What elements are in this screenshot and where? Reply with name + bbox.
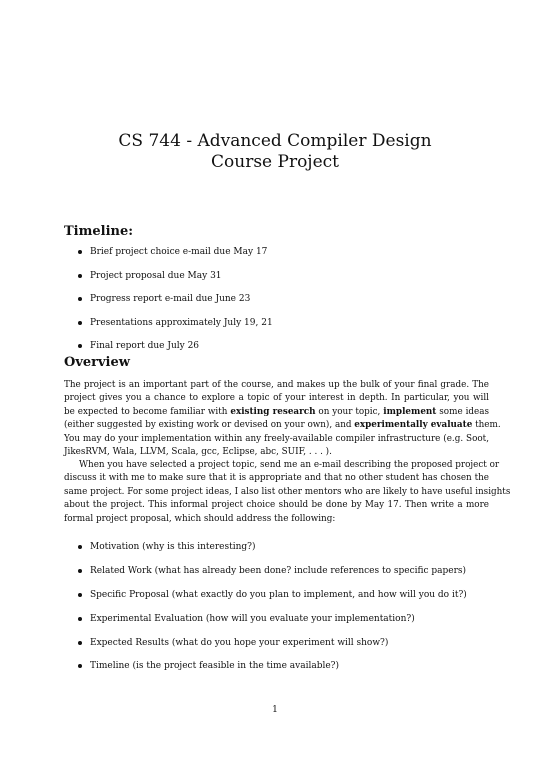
bullet-icon [78, 641, 82, 645]
list-item [64, 317, 273, 329]
timeline-list [64, 246, 273, 364]
paragraph-line: You may do your implementation within any freely-available compiler infrastructure (e.g. Soot, [64, 433, 489, 444]
list-item [64, 270, 273, 282]
bullet-icon [78, 321, 82, 325]
title-block [0, 131, 550, 173]
paragraph-line [64, 406, 489, 419]
page-number: 1 [272, 705, 278, 715]
list-item [64, 340, 273, 352]
bullet-icon [78, 569, 82, 573]
document-title: CS 744 - Advanced Compiler Design [118, 131, 432, 151]
text-run: on your topic, [315, 406, 384, 417]
list-item [64, 565, 467, 577]
paragraph-line: The project is an important part of the course, and makes up the bulk of your final grade. The [64, 380, 489, 390]
list-item [64, 246, 273, 258]
list-item [64, 637, 467, 649]
bullet-icon [78, 297, 82, 301]
bullet-icon [78, 250, 82, 254]
emphasis-text: existing research [230, 406, 316, 417]
paragraph-line [64, 419, 501, 432]
document-subtitle: Course Project [211, 152, 339, 172]
paragraph-line: JikesRVM, Wala, LLVM, Scala, gcc, Eclipse, abc, SUIF, . . . ). [64, 447, 332, 458]
paragraph-line: When you have selected a project topic, send me an e-mail describing the proposed project or [79, 460, 500, 470]
text-run: them. [472, 420, 501, 431]
list-item-text: Project proposal due May 31 [90, 270, 222, 281]
list-item-text: Expected Results (what do you hope your experiment will show?) [90, 637, 389, 648]
emphasis-text: implement [383, 406, 437, 417]
paragraph-line: formal project proposal, which should address the following: [64, 513, 336, 524]
list-item-text: Progress report e-mail due June 23 [90, 294, 251, 304]
list-item [64, 293, 273, 305]
list-item [64, 541, 467, 553]
list-item [64, 613, 467, 625]
list-item [64, 589, 467, 601]
paragraph-line: same project. For some project ideas, I also list other mentors who are likely to have useful insights [64, 486, 511, 497]
text-run: (either suggested by existing work or devised on your own), and [64, 420, 355, 431]
list-item [64, 660, 467, 672]
list-item-text: Final report due July 26 [90, 341, 200, 351]
paragraph-line: discuss it with me to make sure that it is appropriate and that no other student has chosen the [64, 473, 489, 484]
list-item-text: Motivation (why is this interesting?) [90, 542, 256, 552]
bullet-icon [78, 344, 82, 348]
list-item-text: Specific Proposal (what exactly do you plan to implement, and how will you do it?) [90, 589, 467, 600]
list-item-text: Presentations approximately July 19, 21 [90, 317, 273, 328]
emphasis-text: experimentally evaluate [354, 420, 473, 431]
overview-paragraph-1 [64, 379, 501, 459]
list-item-text: Brief project choice e-mail due May 17 [90, 247, 268, 257]
bullet-icon [78, 593, 82, 597]
text-run: be expected to become familiar with [64, 406, 231, 417]
list-item-text: Experimental Evaluation (how will you evaluate your implementation?) [90, 613, 415, 624]
bullet-icon [78, 664, 82, 668]
list-item-text: Timeline (is the project feasible in the time available?) [90, 661, 340, 672]
list-item-text: Related Work (what has already been done? include references to specific papers) [90, 565, 467, 576]
bullet-icon [78, 617, 82, 621]
paragraph-line: about the project. This informal project choice should be done by May 17. Then write a more [64, 500, 489, 511]
timeline-heading: Timeline: [64, 224, 134, 239]
overview-paragraph-2 [64, 459, 511, 526]
bullet-icon [78, 545, 82, 549]
paragraph-line: project gives you a chance to explore a topic of your interest in depth. In particular, you will [64, 393, 489, 404]
text-run: some ideas [436, 406, 489, 417]
overview-heading: Overview [64, 355, 130, 370]
proposal-requirements-list [64, 541, 467, 684]
bullet-icon [78, 274, 82, 278]
